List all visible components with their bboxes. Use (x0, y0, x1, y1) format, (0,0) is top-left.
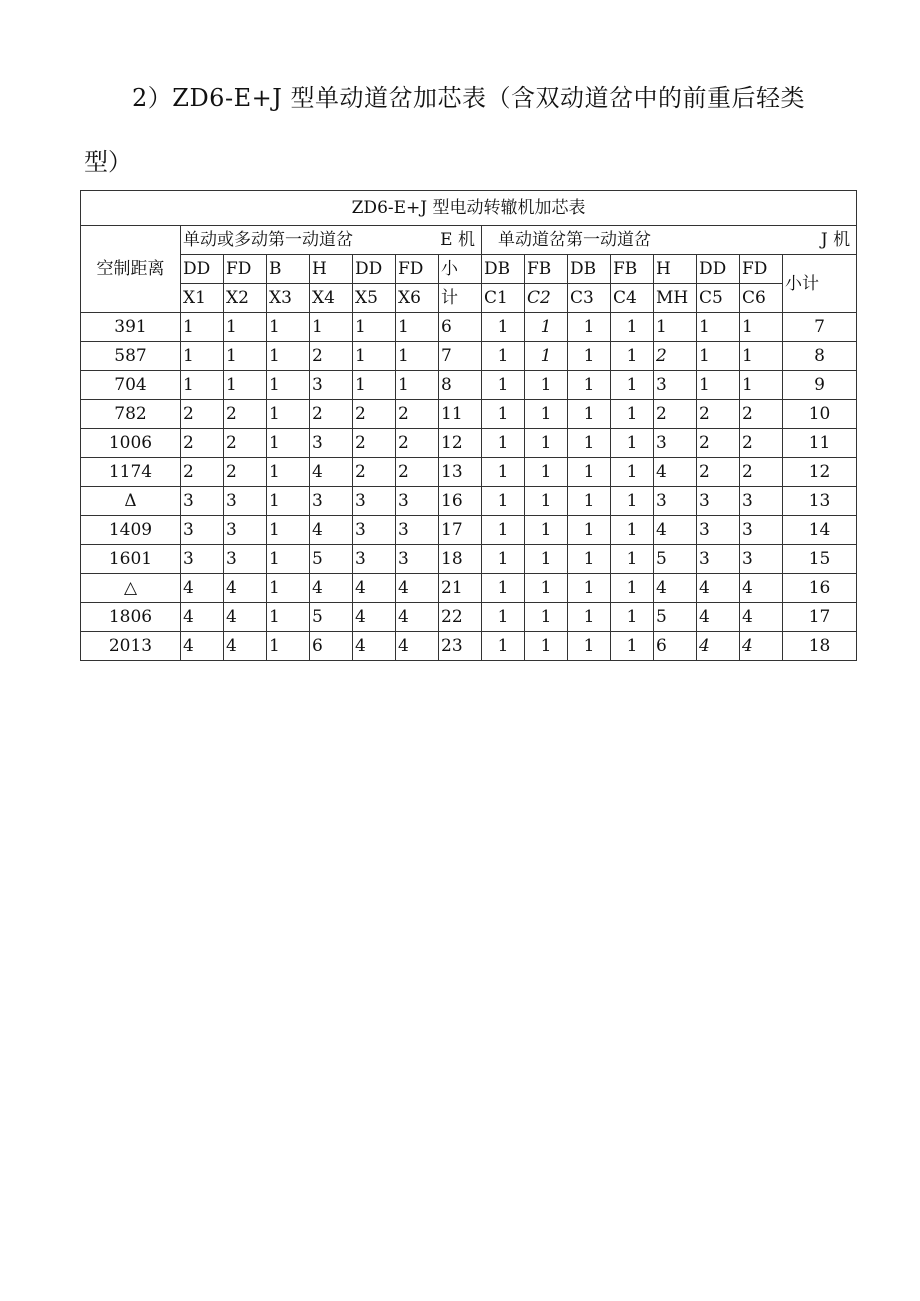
j-value-cell: 1 (697, 342, 740, 371)
e-value-cell: 2 (181, 429, 224, 458)
j-value-cell: 1 (482, 516, 525, 545)
e-value-cell: 1 (267, 603, 310, 632)
e-value-cell: 1 (353, 313, 396, 342)
e-value-cell: 5 (310, 603, 353, 632)
e-value-cell: 2 (181, 400, 224, 429)
e-subtotal-cell: 23 (439, 632, 482, 661)
j-value-cell: 3 (697, 545, 740, 574)
e-subheader-position: X5 (353, 284, 396, 313)
j-value-cell: 5 (654, 603, 697, 632)
j-value-cell: 2 (740, 400, 783, 429)
e-value-cell: 1 (224, 371, 267, 400)
j-value-cell: 1 (611, 632, 654, 661)
e-subtotal-cell: 7 (439, 342, 482, 371)
j-value-cell: 4 (697, 603, 740, 632)
j-value-cell: 1 (697, 371, 740, 400)
j-value-cell: 1 (525, 458, 568, 487)
j-value-cell: 1 (740, 313, 783, 342)
e-value-cell: 2 (353, 458, 396, 487)
e-value-cell: 1 (267, 458, 310, 487)
j-subheader-position: C2 (525, 284, 568, 313)
j-subheader-code: DD (697, 255, 740, 284)
j-subheader-code: FB (611, 255, 654, 284)
e-value-cell: 1 (267, 516, 310, 545)
j-subheader-position: MH (654, 284, 697, 313)
j-value-cell: 1 (568, 400, 611, 429)
e-subheader-position: X4 (310, 284, 353, 313)
table-row (81, 574, 857, 603)
e-subheader-code: 小 (439, 255, 482, 284)
e-value-cell: 4 (310, 574, 353, 603)
j-value-cell: 2 (740, 429, 783, 458)
distance-cell: 782 (81, 400, 181, 429)
subheader-top-row (81, 255, 857, 284)
j-machine-label: J 机 (820, 230, 851, 250)
e-value-cell: 3 (310, 429, 353, 458)
j-value-cell: 1 (568, 603, 611, 632)
e-value-cell: 3 (181, 487, 224, 516)
j-value-cell: 2 (654, 400, 697, 429)
e-value-cell: 3 (396, 516, 439, 545)
j-value-cell: 1 (611, 371, 654, 400)
table-row (81, 458, 857, 487)
e-value-cell: 3 (224, 487, 267, 516)
j-subtotal-cell: 14 (783, 516, 857, 545)
j-subtotal-cell: 11 (783, 429, 857, 458)
e-value-cell: 4 (353, 603, 396, 632)
j-value-cell: 1 (568, 516, 611, 545)
e-value-cell: 2 (353, 400, 396, 429)
distance-cell: 1174 (81, 458, 181, 487)
distance-cell: 391 (81, 313, 181, 342)
j-value-cell: 1 (740, 371, 783, 400)
e-value-cell: 1 (224, 342, 267, 371)
subheader-bottom-row (81, 284, 857, 313)
j-value-cell: 1 (525, 516, 568, 545)
e-subheader-code: DD (181, 255, 224, 284)
e-value-cell: 2 (224, 458, 267, 487)
table-row (81, 371, 857, 400)
e-value-cell: 3 (396, 545, 439, 574)
j-value-cell: 1 (611, 487, 654, 516)
table-row (81, 342, 857, 371)
e-value-cell: 4 (396, 632, 439, 661)
j-group-label: 单动道岔第一动道岔 (498, 230, 651, 250)
e-value-cell: 3 (353, 545, 396, 574)
j-value-cell: 1 (568, 632, 611, 661)
e-subheader-code: FD (396, 255, 439, 284)
e-machine-group-header (181, 226, 482, 255)
e-value-cell: 2 (396, 429, 439, 458)
e-value-cell: 1 (267, 313, 310, 342)
j-subtotal-cell: 15 (783, 545, 857, 574)
distance-cell: 1806 (81, 603, 181, 632)
e-value-cell: 3 (181, 516, 224, 545)
j-value-cell: 1 (482, 400, 525, 429)
e-value-cell: 1 (396, 342, 439, 371)
distance-column-header: 空制距离 (81, 226, 181, 313)
j-value-cell: 1 (611, 458, 654, 487)
e-value-cell: 2 (310, 342, 353, 371)
e-value-cell: 1 (267, 342, 310, 371)
table-title: ZD6-E+J 型电动转辙机加芯表 (81, 191, 857, 226)
e-subtotal-cell: 16 (439, 487, 482, 516)
e-value-cell: 3 (353, 516, 396, 545)
j-subtotal-cell: 9 (783, 371, 857, 400)
e-subtotal-cell: 21 (439, 574, 482, 603)
e-value-cell: 4 (181, 574, 224, 603)
e-value-cell: 4 (396, 574, 439, 603)
e-value-cell: 5 (310, 545, 353, 574)
e-subtotal-cell: 22 (439, 603, 482, 632)
table-row (81, 429, 857, 458)
j-value-cell: 4 (654, 458, 697, 487)
j-value-cell: 3 (654, 371, 697, 400)
j-value-cell: 1 (611, 400, 654, 429)
e-value-cell: 4 (310, 458, 353, 487)
e-subtotal-cell: 8 (439, 371, 482, 400)
j-subtotal-cell: 8 (783, 342, 857, 371)
j-subtotal-cell: 13 (783, 487, 857, 516)
e-subheader-position: 计 (439, 284, 482, 313)
j-value-cell: 1 (525, 487, 568, 516)
e-value-cell: 3 (224, 516, 267, 545)
e-value-cell: 2 (396, 400, 439, 429)
e-subheader-code: B (267, 255, 310, 284)
j-value-cell: 1 (568, 371, 611, 400)
distance-cell: 1006 (81, 429, 181, 458)
j-subtotal-cell: 12 (783, 458, 857, 487)
distance-cell: 587 (81, 342, 181, 371)
j-value-cell: 1 (482, 603, 525, 632)
j-subheader-position: C3 (568, 284, 611, 313)
e-value-cell: 1 (224, 313, 267, 342)
distance-cell: 704 (81, 371, 181, 400)
e-value-cell: 6 (310, 632, 353, 661)
table-row (81, 487, 857, 516)
j-value-cell: 1 (482, 342, 525, 371)
j-value-cell: 1 (482, 632, 525, 661)
j-value-cell: 3 (740, 516, 783, 545)
e-value-cell: 4 (310, 516, 353, 545)
e-value-cell: 4 (181, 632, 224, 661)
e-subheader-position: X6 (396, 284, 439, 313)
section-heading-continued: 型） (84, 148, 132, 176)
j-value-cell: 1 (482, 458, 525, 487)
j-subtotal-header: 小计 (783, 255, 857, 313)
e-value-cell: 1 (353, 342, 396, 371)
j-value-cell: 3 (654, 429, 697, 458)
j-value-cell: 1 (568, 574, 611, 603)
e-value-cell: 1 (267, 574, 310, 603)
e-value-cell: 3 (181, 545, 224, 574)
j-subheader-position: C4 (611, 284, 654, 313)
j-value-cell: 1 (525, 574, 568, 603)
e-machine-label: E 机 (440, 230, 475, 250)
table-row (81, 603, 857, 632)
j-value-cell: 1 (568, 313, 611, 342)
table-row (81, 313, 857, 342)
j-value-cell: 4 (697, 574, 740, 603)
j-value-cell: 1 (482, 371, 525, 400)
j-value-cell: 1 (568, 342, 611, 371)
j-value-cell: 4 (740, 574, 783, 603)
e-value-cell: 1 (267, 429, 310, 458)
j-subheader-code: H (654, 255, 697, 284)
j-value-cell: 1 (611, 516, 654, 545)
e-value-cell: 4 (353, 574, 396, 603)
j-value-cell: 2 (697, 429, 740, 458)
j-value-cell: 1 (568, 545, 611, 574)
e-value-cell: 1 (267, 545, 310, 574)
j-subtotal-cell: 7 (783, 313, 857, 342)
e-value-cell: 1 (267, 400, 310, 429)
j-value-cell: 1 (611, 342, 654, 371)
e-value-cell: 3 (310, 371, 353, 400)
distance-cell: 1601 (81, 545, 181, 574)
e-value-cell: 4 (181, 603, 224, 632)
j-value-cell: 3 (697, 487, 740, 516)
j-value-cell: 1 (611, 429, 654, 458)
j-subheader-code: FD (740, 255, 783, 284)
j-value-cell: 5 (654, 545, 697, 574)
distance-cell: 1409 (81, 516, 181, 545)
e-value-cell: 1 (267, 487, 310, 516)
j-value-cell: 3 (740, 487, 783, 516)
j-value-cell: 1 (740, 342, 783, 371)
e-subheader-code: H (310, 255, 353, 284)
e-subheader-code: FD (224, 255, 267, 284)
j-value-cell: 3 (740, 545, 783, 574)
e-value-cell: 3 (353, 487, 396, 516)
e-value-cell: 3 (396, 487, 439, 516)
e-subheader-position: X2 (224, 284, 267, 313)
e-value-cell: 2 (181, 458, 224, 487)
e-subheader-position: X3 (267, 284, 310, 313)
j-subtotal-cell: 17 (783, 603, 857, 632)
e-value-cell: 1 (181, 313, 224, 342)
j-value-cell: 1 (482, 574, 525, 603)
distance-cell: Δ (81, 487, 181, 516)
table-row (81, 516, 857, 545)
e-value-cell: 1 (181, 371, 224, 400)
e-value-cell: 4 (224, 632, 267, 661)
e-subtotal-cell: 12 (439, 429, 482, 458)
j-value-cell: 1 (525, 371, 568, 400)
j-subheader-position: C5 (697, 284, 740, 313)
j-value-cell: 4 (740, 603, 783, 632)
e-value-cell: 1 (396, 313, 439, 342)
e-subtotal-cell: 13 (439, 458, 482, 487)
j-value-cell: 1 (525, 632, 568, 661)
j-value-cell: 3 (697, 516, 740, 545)
j-value-cell: 1 (568, 429, 611, 458)
j-subheader-code: DB (482, 255, 525, 284)
j-value-cell: 4 (654, 516, 697, 545)
e-subtotal-cell: 18 (439, 545, 482, 574)
j-value-cell: 1 (482, 313, 525, 342)
section-heading: 2）ZD6-E+J 型单动道岔加芯表（含双动道岔中的前重后轻类 (132, 84, 805, 112)
e-value-cell: 4 (224, 603, 267, 632)
e-value-cell: 2 (310, 400, 353, 429)
j-value-cell: 1 (611, 545, 654, 574)
j-value-cell: 2 (697, 400, 740, 429)
e-value-cell: 2 (396, 458, 439, 487)
e-value-cell: 3 (224, 545, 267, 574)
j-value-cell: 1 (654, 313, 697, 342)
e-value-cell: 1 (396, 371, 439, 400)
e-value-cell: 1 (181, 342, 224, 371)
e-value-cell: 3 (310, 487, 353, 516)
e-subtotal-cell: 11 (439, 400, 482, 429)
j-subheader-code: DB (568, 255, 611, 284)
j-value-cell: 4 (740, 632, 783, 661)
e-subheader-position: X1 (181, 284, 224, 313)
table-row (81, 632, 857, 661)
e-subtotal-cell: 6 (439, 313, 482, 342)
table-row (81, 400, 857, 429)
j-value-cell: 2 (654, 342, 697, 371)
table-row (81, 545, 857, 574)
e-value-cell: 1 (310, 313, 353, 342)
e-value-cell: 1 (267, 632, 310, 661)
e-value-cell: 2 (224, 429, 267, 458)
j-value-cell: 4 (697, 632, 740, 661)
e-subtotal-cell: 17 (439, 516, 482, 545)
j-value-cell: 1 (611, 574, 654, 603)
j-value-cell: 6 (654, 632, 697, 661)
j-value-cell: 1 (611, 603, 654, 632)
core-addition-table (80, 190, 857, 661)
e-subheader-code: DD (353, 255, 396, 284)
j-value-cell: 3 (654, 487, 697, 516)
e-value-cell: 2 (353, 429, 396, 458)
j-subheader-position: C1 (482, 284, 525, 313)
e-value-cell: 4 (396, 603, 439, 632)
j-subtotal-cell: 18 (783, 632, 857, 661)
e-value-cell: 1 (267, 371, 310, 400)
e-value-cell: 4 (224, 574, 267, 603)
j-subheader-position: C6 (740, 284, 783, 313)
j-subtotal-cell: 16 (783, 574, 857, 603)
j-value-cell: 1 (525, 342, 568, 371)
j-subheader-code: FB (525, 255, 568, 284)
j-value-cell: 1 (482, 487, 525, 516)
j-value-cell: 1 (697, 313, 740, 342)
j-value-cell: 1 (482, 545, 525, 574)
e-value-cell: 2 (224, 400, 267, 429)
j-subtotal-cell: 10 (783, 400, 857, 429)
e-value-cell: 1 (353, 371, 396, 400)
j-value-cell: 4 (654, 574, 697, 603)
j-value-cell: 1 (525, 429, 568, 458)
j-value-cell: 1 (482, 429, 525, 458)
j-value-cell: 2 (740, 458, 783, 487)
e-value-cell: 4 (353, 632, 396, 661)
j-machine-group-header (482, 226, 857, 255)
j-value-cell: 1 (568, 458, 611, 487)
j-value-cell: 1 (611, 313, 654, 342)
distance-cell: △ (81, 574, 181, 603)
j-value-cell: 2 (697, 458, 740, 487)
j-value-cell: 1 (568, 487, 611, 516)
distance-cell: 2013 (81, 632, 181, 661)
j-value-cell: 1 (525, 603, 568, 632)
j-value-cell: 1 (525, 400, 568, 429)
e-group-label: 单动或多动第一动道岔 (183, 230, 353, 250)
j-value-cell: 1 (525, 545, 568, 574)
j-value-cell: 1 (525, 313, 568, 342)
